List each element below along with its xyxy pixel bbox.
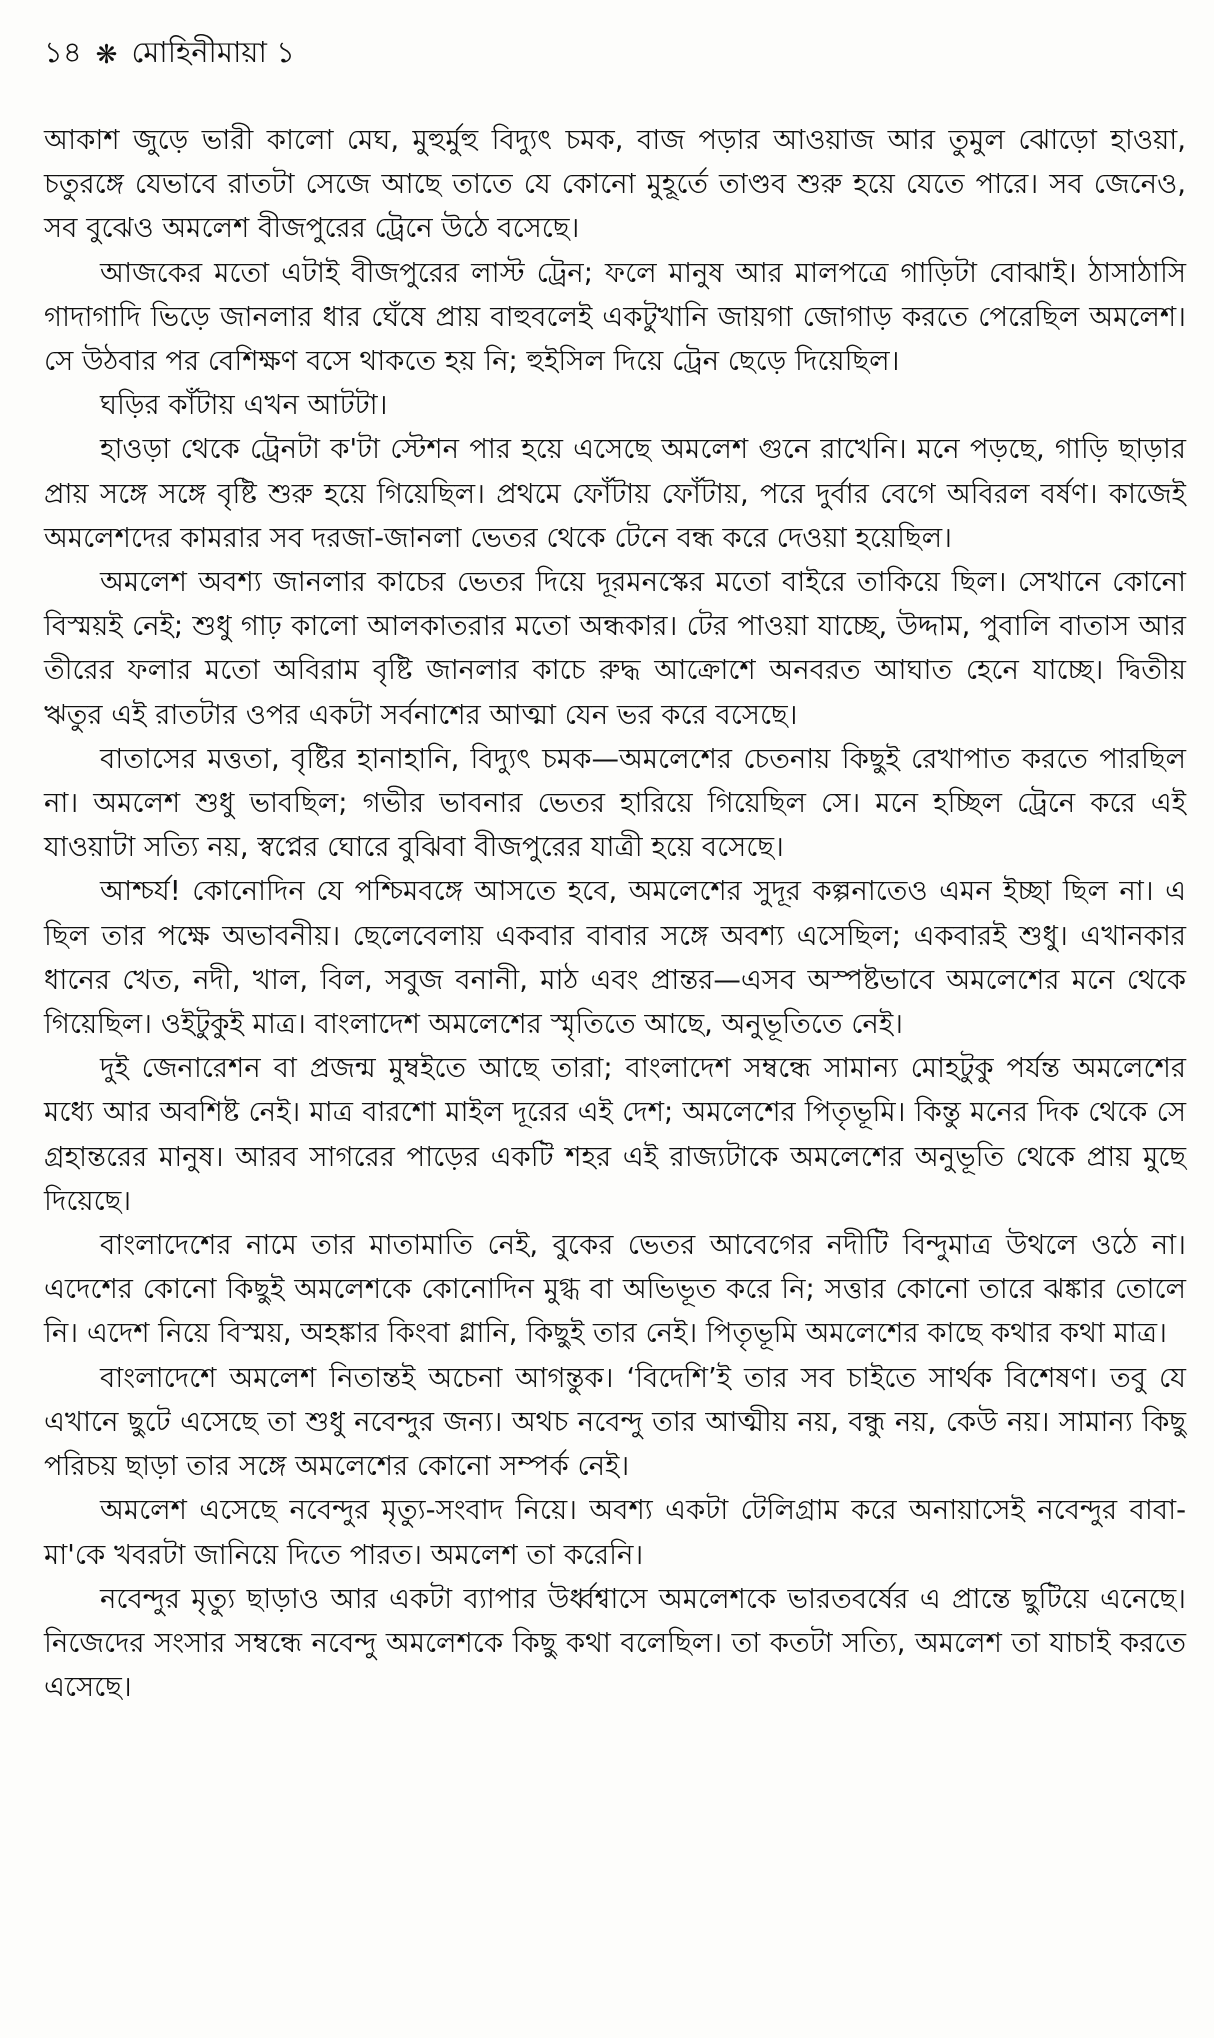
floral-ornament-icon: ❋ [95, 39, 118, 70]
paragraph: বাংলাদেশের নামে তার মাতামাতি নেই, বুকের ভেতর আবেগের নদীটি বিন্দুমাত্র উথলে ওঠে না। এদেশের কোনো কিছুই অমলেশকে কোনোদিন মুগ্ধ বা অভিভূত করে নি; সত্তার কোনো তারে ঝঙ্কার তোলে নি। এদেশ নিয়ে বিস্ময়, অহঙ্কার কিংবা গ্লানি, কিছুই তার নেই। পিতৃভূমি অমলেশের কাছে কথার কথা মাত্র। [44, 1229, 1186, 1350]
running-head [44, 30, 295, 79]
page-number: ১৪ [44, 35, 82, 69]
paragraph: আজকের মতো এটাই বীজপুরের লাস্ট ট্রেন; ফলে মানুষ আর মালপত্রে গাড়িটা বোঝাই। ঠাসাঠাসি গাদাগাদি ভিড়ে জানলার ধার ঘেঁষে প্রায় বাহুবলেই একটুখানি জায়গা জোগাড় করতে পেরেছিল অমলেশ। সে উঠবার পর বেশিক্ষণ বসে থাকতে হয় নি; হুইসিল দিয়ে ট্রেন ছেড়ে দিয়েছিল। [44, 256, 1186, 378]
paragraph: নবেন্দুর মৃত্যু ছাড়াও আর একটা ব্যাপার উর্ধ্বশ্বাসে অমলেশকে ভারতবর্ষের এ প্রান্তে ছুটিয়ে এনেছে। নিজেদের সংসার সম্বন্ধে নবেন্দু অমলেশকে কিছু কথা বলেছিল। তা কতটা সত্যি, অমলেশ তা যাচাই করতে এসেছে। [44, 1582, 1186, 1704]
paragraph: অমলেশ এসেছে নবেন্দুর মৃত্যু-সংবাদ নিয়ে। অবশ্য একটা টেলিগ্রাম করে অনায়াসেই নবেন্দুর বাবা-মা'কে খবরটা জানিয়ে দিতে পারত। অমলেশ তা করেনি। [44, 1494, 1186, 1571]
paragraph: দুই জেনারেশন বা প্রজন্ম মুম্বইতে আছে তারা; বাংলাদেশ সম্বন্ধে সামান্য মোহটুকু পর্যন্ত অমলেশের মধ্যে আর অবশিষ্ট নেই। মাত্র বারশো মাইল দূরের এই দেশ; অমলেশের পিতৃভূমি। কিন্তু মনের দিক থেকে সে গ্রহান্তরের মানুষ। আরব সাগরের পাড়ের একটি শহর এই রাজ্যটাকে অমলেশের অনুভূতি থেকে প্রায় মুছে দিয়েছে। [44, 1052, 1186, 1217]
paragraph: অমলেশ অবশ্য জানলার কাচের ভেতর দিয়ে দূরমনস্কের মতো বাইরে তাকিয়ে ছিল। সেখানে কোনো বিস্ময়ই নেই; শুধু গাঢ় কালো আলকাতরার মতো অন্ধকার। টের পাওয়া যাচ্ছে, উদ্দাম, পুবালি বাতাস আর তীরের ফলার মতো অবিরাম বৃষ্টি জানলার কাচে রুদ্ধ আক্রোশে অনবরত আঘাত হেনে যাচ্ছে। দ্বিতীয় ঋতুর এই রাতটার ওপর একটা সর্বনাশের আত্মা যেন ভর করে বসেছে। [44, 566, 1186, 731]
paragraph: হাওড়া থেকে ট্রেনটা ক'টা স্টেশন পার হয়ে এসেছে অমলেশ গুনে রাখেনি। মনে পড়ছে, গাড়ি ছাড়ার প্রায় সঙ্গে সঙ্গে বৃষ্টি শুরু হয়ে গিয়েছিল। প্রথমে ফোঁটায় ফোঁটায়, পরে দুর্বার বেগে অবিরল বর্ষণ। কাজেই অমলেশদের কামরার সব দরজা-জানলা ভেতর থেকে টেনে বন্ধ করে দেওয়া হয়েছিল। [44, 433, 1186, 554]
running-title: মোহিনীমায়া ১ [131, 35, 295, 69]
paragraph: আশ্চর্য! কোনোদিন যে পশ্চিমবঙ্গে আসতে হবে, অমলেশের সুদূর কল্পনাতেও এমন ইচ্ছা ছিল না। এ ছিল তার পক্ষে অভাবনীয়। ছেলেবেলায় একবার বাবার সঙ্গে অবশ্য এসেছিল; একবারই শুধু। এখানকার ধানের খেত, নদী, খাল, বিল, সবুজ বনানী, মাঠ এবং প্রান্তর—এসব অস্পষ্টভাবে অমলেশের মনে থেকে গিয়েছিল। ওইটুকুই মাত্র। বাংলাদেশ অমলেশের স্মৃতিতে আছে, অনুভূতিতে নেই। [44, 875, 1186, 1041]
paragraph: বাংলাদেশে অমলেশ নিতান্তই অচেনা আগন্তুক। ‘বিদেশি’ই তার সব চাইতে সার্থক বিশেষণ। তবু যে এখানে ছুটে এসেছে তা শুধু নবেন্দুর জন্য। অথচ নবেন্দু তার আত্মীয় নয়, বন্ধু নয়, কেউ নয়। সামান্য কিছু পরিচয় ছাড়া তার সঙ্গে অমলেশের কোনো সম্পর্ক নেই। [44, 1361, 1186, 1483]
paragraph: বাতাসের মত্ততা, বৃষ্টির হানাহানি, বিদ্যুৎ চমক—অমলেশের চেতনায় কিছুই রেখাপাত করতে পারছিল না। অমলেশ শুধু ভাবছিল; গভীর ভাবনার ভেতর হারিয়ে গিয়েছিল সে। মনে হচ্ছিল ট্রেনে করে এই যাওয়াটা সত্যি নয়, স্বপ্নের ঘোরে বুঝিবা বীজপুরের যাত্রী হয়ে বসেছে। [44, 742, 1186, 864]
paragraph: আকাশ জুড়ে ভারী কালো মেঘ, মুহুর্মুহু বিদ্যুৎ চমক, বাজ পড়ার আওয়াজ আর তুমুল ঝোড়ো হাওয়া, চতুরঙ্গে যেভাবে রাতটা সেজে আছে তাতে যে কোনো মুহূর্তে তাণ্ডব শুরু হয়ে যেতে পারে। সব জেনেও, সব বুঝেও অমলেশ বীজপুরের ট্রেনে উঠে বসেছে। [44, 124, 1186, 245]
paragraph: ঘড়ির কাঁটায় এখন আটটা। [100, 389, 388, 422]
body-text [44, 118, 1186, 1709]
